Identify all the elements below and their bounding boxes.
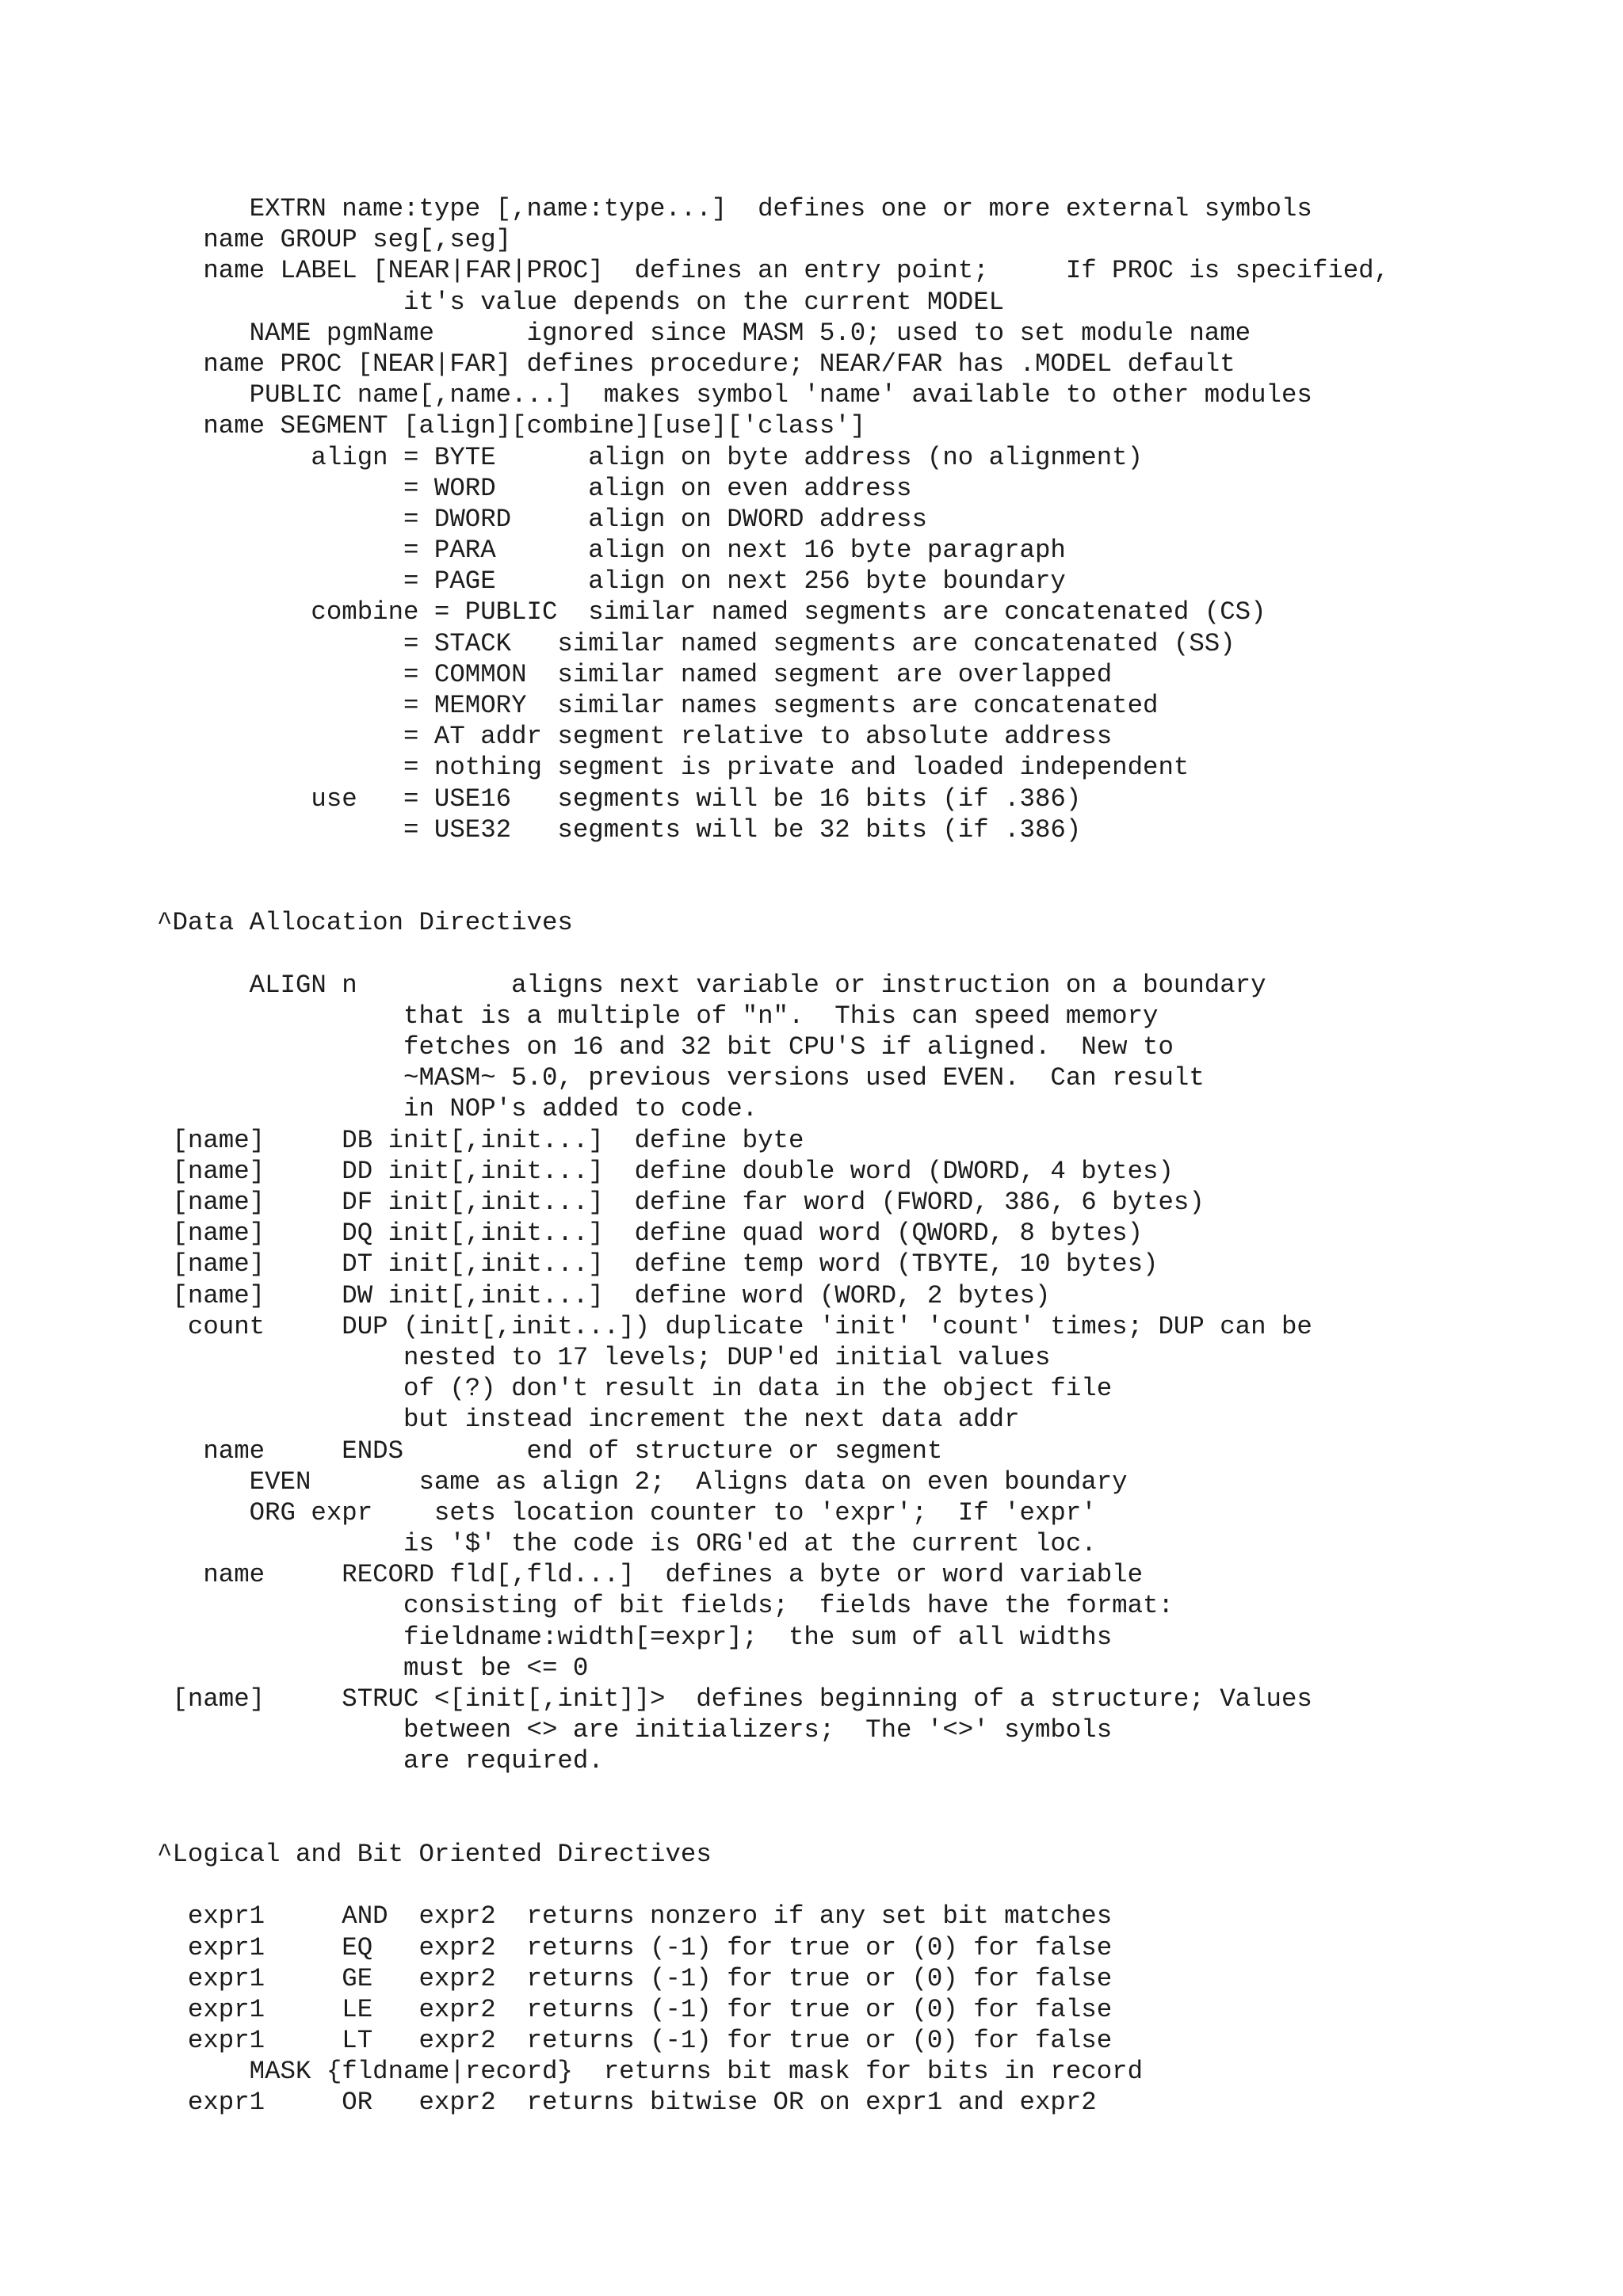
text-line: fetches on 16 and 32 bit CPU'S if aligned. New to: [157, 1032, 1174, 1062]
text-line: count DUP (init[,init...]) duplicate 'init' 'count' times; DUP can be: [157, 1311, 1312, 1341]
text-line: = USE32 segments will be 32 bits (if .386): [157, 814, 1082, 845]
text-line: align = BYTE align on byte address (no alignment): [157, 442, 1144, 472]
text-line: expr1 AND expr2 returns nonzero if any set bit matches: [157, 1901, 1113, 1932]
text-line: name LABEL [NEAR|FAR|PROC] defines an entry point; If PROC is specified,: [157, 256, 1390, 286]
text-line: [name] DW init[,init...] define word (WORD, 2 bytes): [157, 1280, 1051, 1310]
text-line: that is a multiple of "n". This can speed memory: [157, 1001, 1159, 1031]
text-line: expr1 LT expr2 returns (-1) for true or (0) for false: [157, 2026, 1113, 2056]
text-line: EXTRN name:type [,name:type...] defines one or more external symbols: [157, 194, 1312, 223]
text-line: MASK {fldname|record} returns bit mask for bits in record: [157, 2057, 1144, 2087]
text-line: = WORD align on even address: [157, 473, 912, 503]
text-line: name RECORD fld[,fld...] defines a byte or word variable: [157, 1560, 1144, 1590]
text-line: NAME pgmName ignored since MASM 5.0; used to set module name: [157, 318, 1251, 348]
text-line: = nothing segment is private and loaded independent: [157, 753, 1190, 783]
text-line: is '$' the code is ORG'ed at the current loc.: [157, 1529, 1097, 1559]
text-line: [name] STRUC <[init[,init]]> defines beginning of a structure; Values: [157, 1684, 1312, 1714]
text-line: expr1 EQ expr2 returns (-1) for true or (0) for false: [157, 1932, 1113, 1962]
section-heading: ^Data Allocation Directives: [157, 908, 573, 938]
text-line: expr1 OR expr2 returns bitwise OR on expr1 and expr2: [157, 2088, 1097, 2118]
text-line: ALIGN n aligns next variable or instruction on a boundary: [157, 970, 1266, 1000]
text-line: = STACK similar named segments are concatenated (SS): [157, 628, 1235, 658]
text-line: are required.: [157, 1746, 604, 1776]
text-line: EVEN same as align 2; Aligns data on even boundary: [157, 1466, 1128, 1497]
blank-line: [157, 845, 1599, 876]
text-line: ~MASM~ 5.0, previous versions used EVEN. Can result: [157, 1063, 1205, 1093]
text-line: = MEMORY similar names segments are concatenated: [157, 691, 1159, 720]
section-heading: ^Logical and Bit Oriented Directives: [157, 1839, 712, 1869]
text-line: = AT addr segment relative to absolute address: [157, 722, 1113, 752]
text-line: between <> are initializers; The '<>' symbols: [157, 1715, 1113, 1745]
text-line: = PARA align on next 16 byte paragraph: [157, 536, 1066, 566]
blank-line: [157, 876, 1599, 907]
text-line: of (?) don't result in data in the object file: [157, 1374, 1113, 1404]
text-line: = PAGE align on next 256 byte boundary: [157, 566, 1066, 597]
text-line: but instead increment the next data addr: [157, 1405, 1020, 1435]
text-line: it's value depends on the current MODEL: [157, 287, 1005, 317]
text-line: use = USE16 segments will be 16 bits (if .386): [157, 784, 1082, 814]
blank-line: [157, 939, 1599, 970]
blank-line: [157, 1808, 1599, 1839]
text-line: PUBLIC name[,name...] makes symbol 'name' available to other modules: [157, 380, 1312, 410]
text-line: [name] DD init[,init...] define double word (DWORD, 4 bytes): [157, 1156, 1174, 1186]
text-line: name ENDS end of structure or segment: [157, 1436, 943, 1466]
text-line: = COMMON similar named segment are overlapped: [157, 659, 1113, 689]
text-line: nested to 17 levels; DUP'ed initial values: [157, 1342, 1051, 1372]
text-line: expr1 GE expr2 returns (-1) for true or (0) for false: [157, 1963, 1113, 1993]
text-line: expr1 LE expr2 returns (-1) for true or (0) for false: [157, 1994, 1113, 2024]
text-line: fieldname:width[=expr]; the sum of all widths: [157, 1622, 1113, 1652]
text-line: in NOP's added to code.: [157, 1094, 758, 1124]
text-line: = DWORD align on DWORD address: [157, 504, 927, 534]
document-body: [157, 193, 1599, 2119]
text-line: consisting of bit fields; fields have the format:: [157, 1591, 1174, 1621]
text-line: name SEGMENT [align][combine][use]['class']: [157, 411, 866, 441]
text-line: combine = PUBLIC similar named segments are concatenated (CS): [157, 597, 1266, 627]
text-line: name PROC [NEAR|FAR] defines procedure; NEAR/FAR has .MODEL default: [157, 349, 1235, 379]
text-line: ORG expr sets location counter to 'expr'; If 'expr': [157, 1497, 1097, 1527]
blank-line: [157, 1777, 1599, 1808]
blank-line: [157, 1870, 1599, 1901]
text-line: name GROUP seg[,seg]: [157, 225, 512, 255]
text-line: [name] DT init[,init...] define temp word (TBYTE, 10 bytes): [157, 1249, 1159, 1280]
text-line: [name] DB init[,init...] define byte: [157, 1125, 804, 1155]
text-line: must be <= 0: [157, 1653, 589, 1683]
text-line: [name] DF init[,init...] define far word (FWORD, 386, 6 bytes): [157, 1188, 1205, 1217]
text-line: [name] DQ init[,init...] define quad word (QWORD, 8 bytes): [157, 1219, 1144, 1249]
